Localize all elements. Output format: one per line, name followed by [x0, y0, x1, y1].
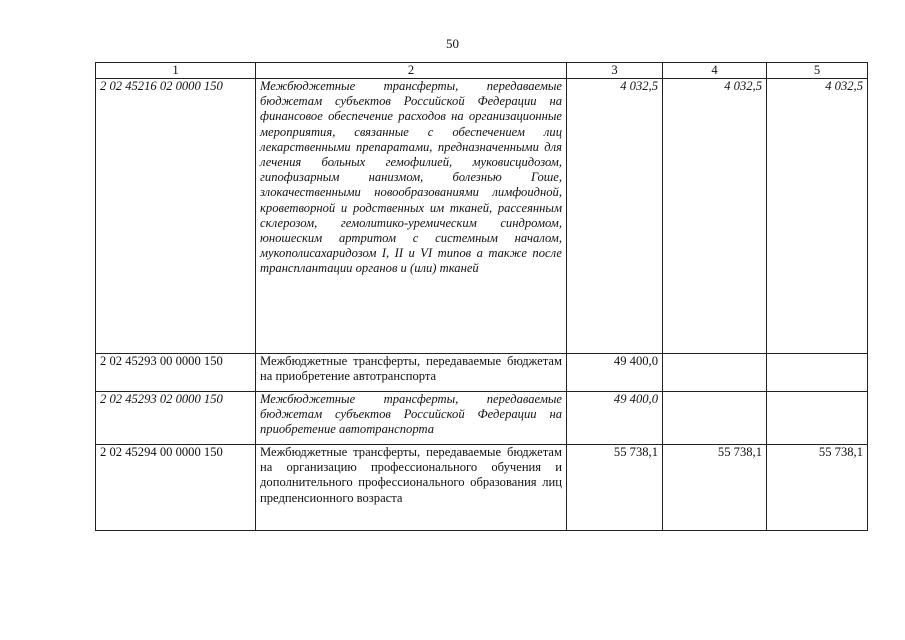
amount-col4 — [663, 392, 767, 445]
amount-col5: 4 032,5 — [767, 79, 868, 354]
amount-col5: 55 738,1 — [767, 445, 868, 531]
amount-col3: 4 032,5 — [567, 79, 663, 354]
amount-col5 — [767, 354, 868, 392]
revenue-name: Межбюджетные трансферты, передаваемые бюджетам на организацию профессионального обучения и дополнительного профессионального образования лиц предпенсионного возраста — [256, 445, 567, 531]
table-row — [96, 79, 868, 354]
revenue-name: Межбюджетные трансферты, передаваемые бюджетам субъектов Российской Федерации на приобретение автотранспорта — [256, 392, 567, 445]
column-header-2: 2 — [256, 63, 567, 79]
budget-code: 2 02 45293 00 0000 150 — [96, 354, 256, 392]
amount-col3: 55 738,1 — [567, 445, 663, 531]
amount-col4: 55 738,1 — [663, 445, 767, 531]
amount-col4 — [663, 354, 767, 392]
amount-col3: 49 400,0 — [567, 392, 663, 445]
column-header-3: 3 — [567, 63, 663, 79]
budget-code: 2 02 45294 00 0000 150 — [96, 445, 256, 531]
amount-col4: 4 032,5 — [663, 79, 767, 354]
amount-col5 — [767, 392, 868, 445]
column-header-5: 5 — [767, 63, 868, 79]
header-row — [96, 63, 868, 79]
revenue-name: Межбюджетные трансферты, передаваемые бюджетам на приобретение автотранспорта — [256, 354, 567, 392]
budget-code: 2 02 45293 02 0000 150 — [96, 392, 256, 445]
budget-table — [95, 62, 868, 531]
table-row — [96, 445, 868, 531]
page-number: 50 — [446, 36, 459, 51]
budget-code: 2 02 45216 02 0000 150 — [96, 79, 256, 354]
column-header-1: 1 — [96, 63, 256, 79]
column-header-4: 4 — [663, 63, 767, 79]
revenue-name: Межбюджетные трансферты, передаваемые бюджетам субъектов Российской Федерации на финансовое обеспечение расходов на организационные мероприятия, связанные с обеспечением лиц лекарственными препаратами, предназначенными для лечения больных гемофилией, муковисцидозом, гипофизарным нанизмом, болезнью Гоше, злокачественными новообразованиями лимфоидной, кроветворной и родственных им тканей, рассеянным склерозом, гемолитико-уремическим синдромом, юношеским артритом с системным началом, мукополисахаридозом I, II и VI типов а также после трансплантации органов и (или) тканей — [256, 79, 567, 354]
amount-col3: 49 400,0 — [567, 354, 663, 392]
table-row — [96, 354, 868, 392]
table-row — [96, 392, 868, 445]
